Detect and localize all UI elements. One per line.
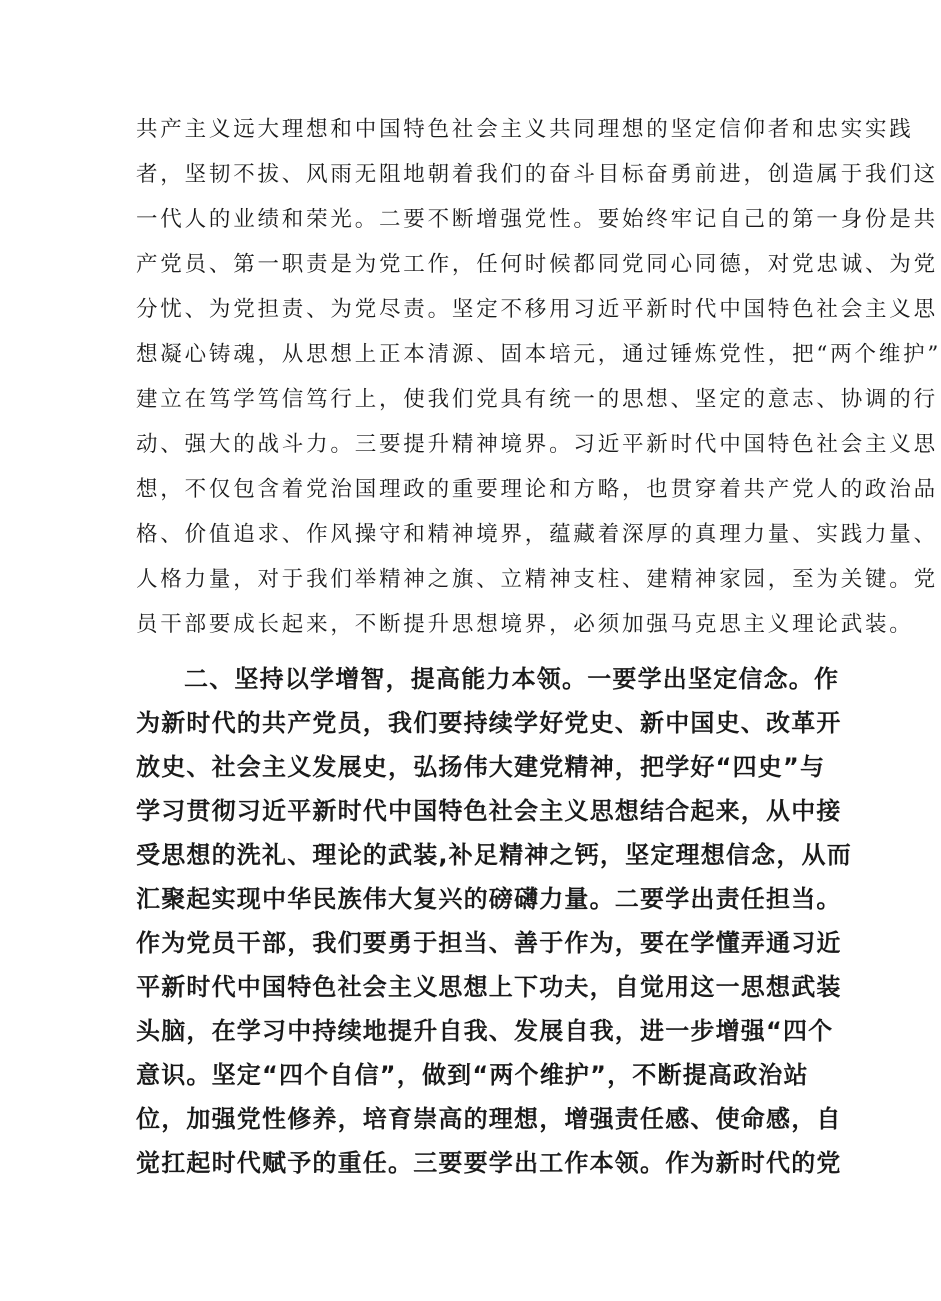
- text-line: 受思想的洗礼、理论的武装,补足精神之钙，坚定理想信念，从而: [136, 841, 852, 869]
- text-line: 作为党员干部，我们要勇于担当、善于作为，要在学懂弄通习近: [136, 929, 842, 957]
- text-line: 分忧、为党担责、为党尽责。坚定不移用习近平新时代中国特色社会主义思: [136, 297, 938, 322]
- text-line: 汇聚起实现中华民族伟大复兴的磅礴力量。二要学出责任担当。: [136, 885, 842, 913]
- text-line: 共产主义远大理想和中国特色社会主义共同理想的坚定信仰者和忠实实践: [136, 117, 914, 142]
- text-line: 位，加强党性修养，培育崇高的理想，增强责任感、使命感，自: [136, 1105, 842, 1133]
- text-line: 动、强大的战斗力。三要提升精神境界。习近平新时代中国特色社会主义思: [136, 432, 938, 457]
- text-line: 平新时代中国特色社会主义思想上下功夫，自觉用这一思想武装: [136, 973, 842, 1001]
- text-line: 人格力量，对于我们举精神之旗、立精神支柱、建精神家园，至为关键。党: [136, 567, 938, 592]
- text-line: 建立在笃学笃信笃行上，使我们党具有统一的思想、坚定的意志、协调的行: [136, 387, 938, 412]
- text-line: 头脑，在学习中持续地提升自我、发展自我，进一步增强“四个: [136, 1017, 834, 1045]
- text-line: 为新时代的共产党员，我们要持续学好党史、新中国史、改革开: [136, 709, 842, 737]
- text-line: 想凝心铸魂，从思想上正本清源、固本培元，通过锤炼党性，把“两个维护”: [136, 342, 941, 367]
- text-line: 产党员、第一职责是为党工作，任何时候都同党同心同德，对党忠诚、为党: [136, 252, 938, 277]
- text-line: 员干部要成长起来，不断提升思想境界，必须加强马克思主义理论武装。: [136, 612, 914, 637]
- text-line: 学习贯彻习近平新时代中国特色社会主义思想结合起来，从中接: [136, 797, 842, 825]
- text-line: 格、价值追求、作风操守和精神境界，蕴藏着深厚的真理力量、实践力量、: [136, 522, 938, 547]
- text-line: 觉扛起时代赋予的重任。三要要学出工作本领。作为新时代的党: [136, 1149, 842, 1177]
- text-line: 放史、社会主义发展史，弘扬伟大建党精神，把学好“四史”与: [136, 753, 826, 781]
- text-line: 想，不仅包含着党治国理政的重要理论和方略，也贯穿着共产党人的政治品: [136, 477, 938, 502]
- text-line: 一代人的业绩和荣光。二要不断增强党性。要始终牢记自己的第一身份是共: [136, 207, 938, 232]
- text-line: 意识。坚定“四个自信”，做到“两个维护”，不断提高政治站: [136, 1061, 809, 1089]
- text-line: 二、坚持以学增智，提高能力本领。一要学出坚定信念。作: [184, 665, 840, 693]
- text-line: 者，坚韧不拔、风雨无阻地朝着我们的奋斗目标奋勇前进，创造属于我们这: [136, 162, 938, 187]
